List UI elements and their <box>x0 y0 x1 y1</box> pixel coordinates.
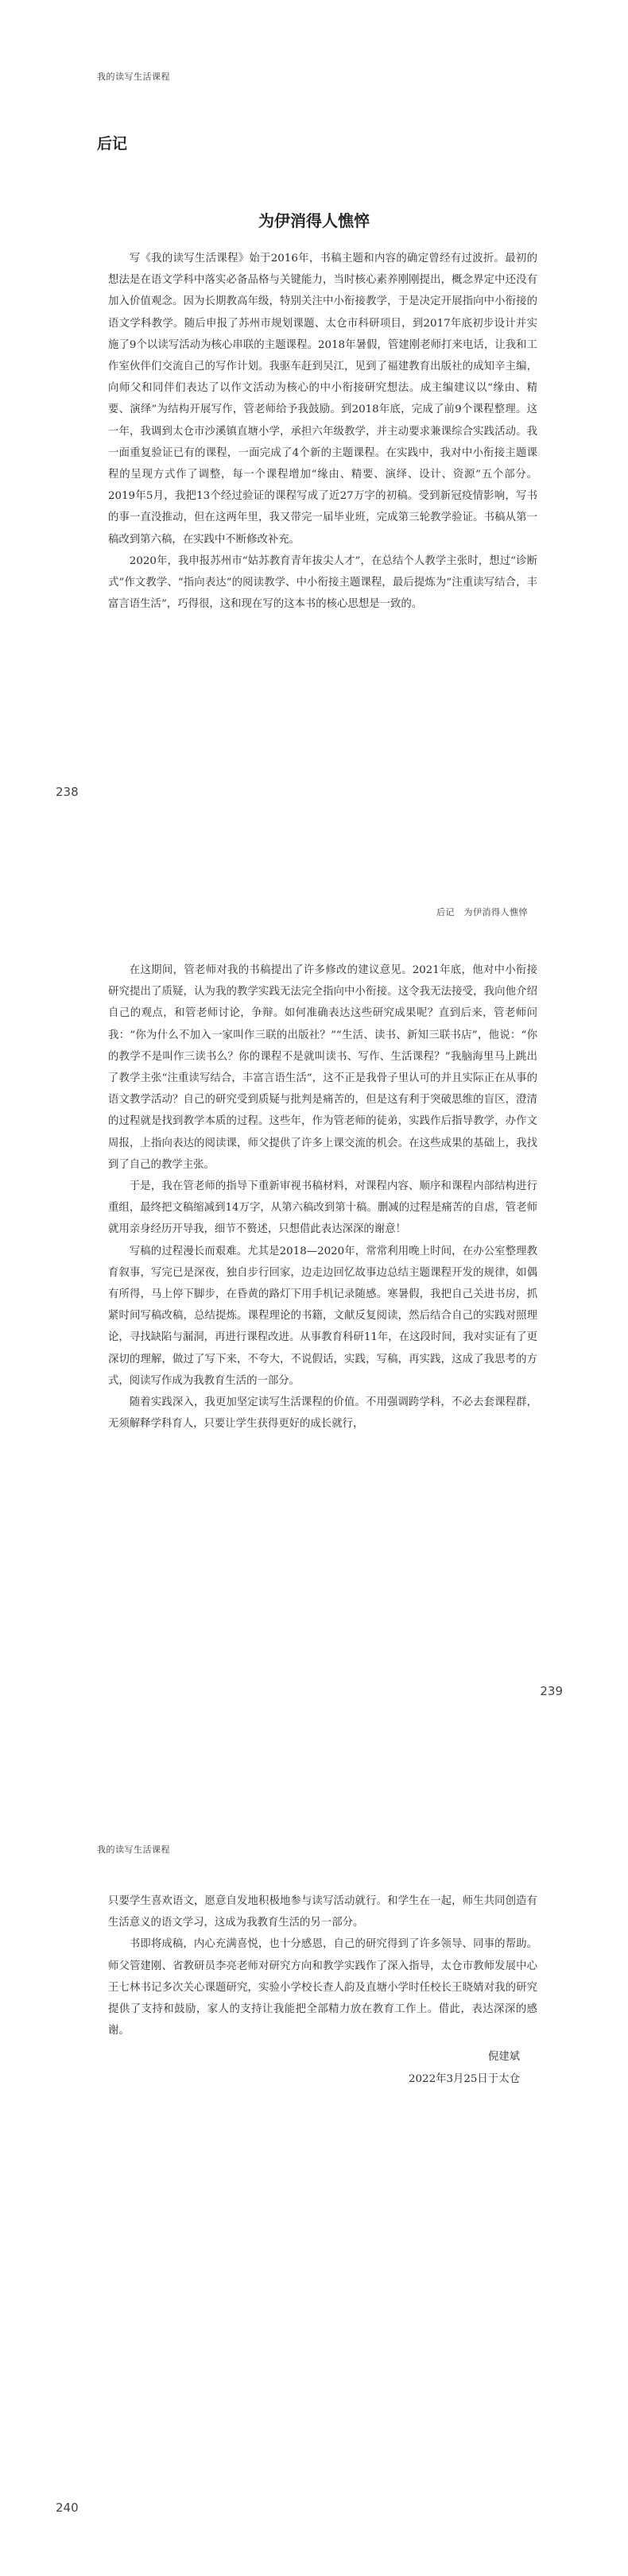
page-239 <box>0 890 628 1740</box>
running-header: 我的读写生活课程 <box>97 1844 170 1855</box>
body-text <box>108 248 537 615</box>
paragraph: 只要学生喜欢语文，愿意自发地积极地参与读写活动就行。和学生在一起，师生共同创造有生活意义的语文学习，这成为我教育生活的另一部分。 <box>108 1895 537 1929</box>
paragraph: 在这期间，管老师对我的书稿提出了许多修改的建议意见。2021年底，他对中小衔接研究提出了质疑，认为我的教学实践无法完全指向中小衔接。这令我无法接受，我向他介绍自己的观点，和管老师讨论，争辩。如何准确表达这些研究成果呢？直到后来，管老师问我：“你为什么不加入一家叫作三联的出版社？”“生活、读书、新知三联书店”，他说：“你的教学不是叫作三读书么？你的课程不是就叫读书、写作、生活课程？”我脑海里马上跳出了教学主张“注重读写结合，丰富言语生活”，这不正是我骨子里认可的并且实际正在从事的语文教学活动？自己的研究受到质疑与批判是痛苦的，但是这有利于突破思维的盲区，澄清的过程就是找到教学本质的过程。这些年，作为管老师的徒弟，实践作后指导教学，办作文周报，上指向表达的阅读课，师父提供了许多上课交流的机会。在这些成果的基础上，我找到了自己的教学主张。 <box>108 964 537 1171</box>
paragraph: 写稿的过程漫长而艰难。尤其是2018—2020年，常常利用晚上时间，在办公室整理教育叙事，写完已是深夜，独自步行回家，边走边回忆故事边总结主题课程开发的规律，如偶有所得，马上停下脚步，在昏黄的路灯下用手机记录随感。寒暑假，我把自己关进书房，抓紧时间写稿改稿，总结提炼。课程理论的书籍，文献反复阅读，然后结合自己的实践对照理论，寻找缺陷与漏洞，再进行课程改进。从事教育科研11年，在这段时间，我对实证有了更深切的理解，做过了写下来，不夸大，不说假话，实践，写稿，再实践，这成了我思考的方式，阅读写作成为我教育生活的一部分。 <box>108 1245 537 1387</box>
body-text <box>108 1890 537 2090</box>
section-label: 后记 <box>97 135 128 153</box>
author-signature: 倪建斌 <box>487 2051 520 2064</box>
date-place: 2022年3月25日于太仓 <box>409 2072 520 2085</box>
body-text <box>108 960 537 1435</box>
page-number: 239 <box>540 1684 563 1698</box>
paragraph: 2020年，我申报苏州市“姑苏教育青年拔尖人才”，在总结个人教学主张时，想过“诊断式”作文教学、“指向表达”的阅读教学、中小衔接主题课程，最后提炼为“注重读写结合，丰富言语生活”，巧得很，这和现在写的这本书的核心思想是一致的。 <box>108 554 537 611</box>
paragraph: 随着实践深入，我更加坚定读写生活课程的价值。不用强调跨学科，不必去套课程群，无须解释学科育人，只要让学生获得更好的成长就行， <box>108 1396 537 1431</box>
paragraph: 书即将成稿，内心充满喜悦，也十分感恩，自己的研究得到了许多领导、同事的帮助。师父管建刚、省教研员李亮老师对研究方向和教学实践作了深入指导，太仓市教师发展中心王七林书记多次关心课题研究，实验小学校长查人韵及直塘小学时任校长王晓婧对我的研究提供了支持和鼓励，家人的支持让我能把全部精力放在教育工作上。借此，表达深深的感谢。 <box>108 1938 537 2037</box>
page-number: 238 <box>56 785 79 799</box>
running-header: 后记 为伊消得人憔悴 <box>436 907 528 917</box>
page-238 <box>0 0 628 842</box>
page-240 <box>0 1755 628 2576</box>
paragraph: 写《我的读写生活课程》始于2016年，书稿主题和内容的确定曾经有过波折。最初的想法是在语文学科中落实必备品格与关键能力，当时核心素养刚刚提出，概念界定中还没有加入价值观念。因为长期教高年级，特别关注中小衔接教学，于是决定开展指向中小衔接的语文学科教学。随后申报了苏州市规划课题、太仓市科研项目，到2017年底初步设计并实施了9个以读写活动为核心串联的主题课程。2018年暑假，管建刚老师打来电话，让我和工作室伙伴们交流自己的写作计划。我驱车赶到吴江，见到了福建教育出版社的成知辛主编，向师父和同伴们表达了以作文活动为核心的中小衔接研究想法。成主编建议以“缘由、精要、演绎”为结构开展写作，管老师给予我鼓励。到2018年底，完成了前9个课程整理。这一年，我调到太仓市沙溪镇直塘小学，承担六年级教学，并主动要求兼课综合实践活动。我一面重复验证已有的课程，一面完成了4个新的主题课程。在实践中，我对中小衔接主题课程的呈现方式作了调整，每一个课程增加“缘由、精要、演绎、设计、资源”五个部分。2019年5月，我把13个经过验证的课程写成了近27万字的初稿。受到新冠疫情影响，写书的事一直没推动，但在这两年里，我又带完一届毕业班，完成第三轮教学验证。书稿从第一稿改到第六稿，在实践中不断修改补充。 <box>108 253 537 546</box>
page-number: 240 <box>56 2501 79 2515</box>
essay-title: 为伊消得人憔悴 <box>258 211 370 230</box>
paragraph: 于是，我在管老师的指导下重新审视书稿材料，对课程内容、顺序和课程内部结构进行重组，最终把文稿缩减到14万字，从第六稿改到第十稿。删减的过程是痛苦的自虐，管老师就用亲身经历开导我，细节不赘述，只想借此表达深深的谢意！ <box>108 1180 537 1236</box>
running-header: 我的读写生活课程 <box>97 71 170 82</box>
